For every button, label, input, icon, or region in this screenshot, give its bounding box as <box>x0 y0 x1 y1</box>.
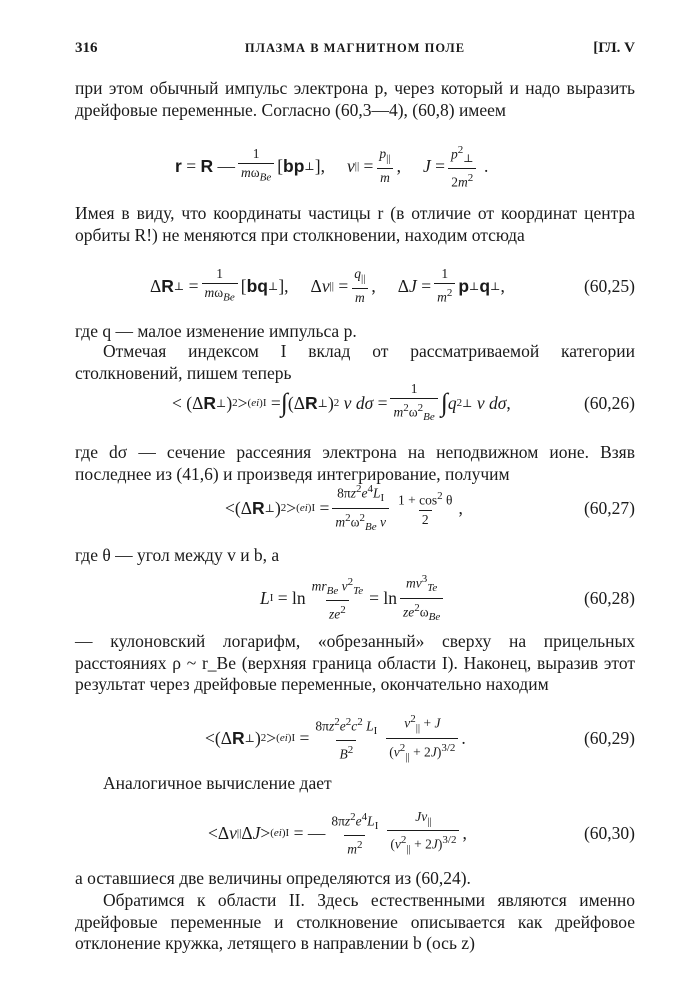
equation-drift-definitions: r = R — $\frac{1}{m\omega_{Be}}$ [ bp ⊥ ], v || = $\frac{p_{||}}{m}$ , J = $\frac{p^2_\perp}{2m^2}$ . <box>175 143 489 190</box>
equation-number: (60,26) <box>583 392 635 413</box>
paragraph-9: а оставшиеся две величины определяются из (60,24). <box>75 868 471 888</box>
equation-60-25: Δ R ⊥ = $\frac{1}{m\omega_{Be}}$ [ bq ⊥ ], Δ v || = $\frac{q_{||}}{m}$ , Δ J = $\frac{1}{m^2}$ p ⊥ q ⊥ , (60,25) <box>75 258 635 314</box>
paragraph-7: — кулоновский логарифм, «обрезанный» сверху на прицельных расстояниях ρ ~ r_Be (верхняя граница области I). Наконец, выразив этот результат через дрейфовые переменные, окончательно находим <box>75 631 635 694</box>
equation-number: (60,29) <box>583 727 635 748</box>
equation-60-29: <(Δ R ⊥ ) 2 > (ei) I = $\frac{8\pi z^2e^2c^2 L_I}{B^2}$ $\frac{v^2_{||} + J}{(v^2_{||} + 2J)^{3/2}}$ . (60,29) <box>75 710 635 766</box>
equation-number: (60,30) <box>583 822 635 843</box>
paragraph-1: при этом обычный импульс электрона p, через который и надо выразить дрейфовые переменные. Согласно (60,3—4), (60,8) имеем <box>75 78 635 120</box>
paragraph-2: Имея в виду, что координаты частицы r (в отличие от координат центра орбиты R!) не меняются при столкновении, находим отсюда <box>75 203 635 245</box>
equation-60-30: <Δ v || Δ J > (ei) I = — $\frac{8\pi z^2e^4L_I}{m^2}$ $\frac{Jv_{||}}{(v^2_{||} + 2J)^{3/2}}$ , (60,30) <box>75 805 635 861</box>
equation-60-26: < (Δ R ⊥ ) 2 > (ei) I = ∫ (Δ R ⊥ ) 2 v dσ = $\frac{1}{m^2\omega^2_{Be}}$ ∫ q 2 ⊥ v dσ , (60,26) <box>75 375 635 431</box>
paragraph-6: где θ — угол между v и b, а <box>75 545 280 565</box>
paragraph-5: где dσ — сечение рассеяния электрона на неподвижном ионе. Взяв последнее из (41,6) и произведя интегрирование, получим <box>75 442 635 484</box>
paragraph-8: Аналогичное вычисление дает <box>103 773 332 793</box>
paragraph-10: Обратимся к области II. Здесь естественными являются именно дрейфовые переменные и столкновение описывается как дрейфовое отклонение кружка, летящего в направлении b (ось z) <box>75 890 635 953</box>
equation-number: (60,25) <box>583 275 635 296</box>
equation-number: (60,27) <box>583 497 635 518</box>
page-header <box>75 40 635 62</box>
equation-60-27: <(Δ R ⊥ ) 2 > (ei) I = $\frac{8\pi z^2e^4L_I}{m^2\omega^2_{Be} v}$ $\frac{1 + \cos^2 \theta}{2}$ , (60,27) <box>75 480 635 536</box>
chapter-label: [ГЛ. V <box>593 40 635 56</box>
paragraph-4: Отмечая индексом I вклад от рассматриваемой категории столкновений, пишем теперь <box>75 341 635 383</box>
equation-60-28: L I = ln $\frac{mr_{Be} v^2_{Te}}{ze^2}$ = ln $\frac{mv^3_{Te}}{ze^2\omega_{Be}}$ (60,28) <box>75 570 635 626</box>
page-number: 316 <box>75 40 98 56</box>
running-title: ПЛАЗМА В МАГНИТНОМ ПОЛЕ <box>244 41 466 55</box>
paragraph-3: где q — малое изменение импульса p. <box>75 321 357 341</box>
equation-number: (60,28) <box>583 587 635 608</box>
